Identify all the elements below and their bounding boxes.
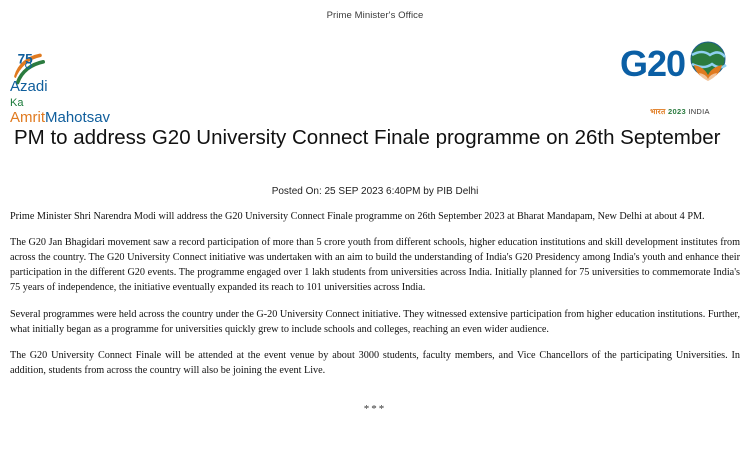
azadi-word: Azadi [10, 78, 48, 95]
page-title: PM to address G20 University Connect Finale programme on 26th September [14, 125, 721, 149]
ministry-label: Prime Minister's Office [326, 10, 424, 21]
azadi-logo-text [10, 79, 128, 125]
header-row [0, 21, 750, 126]
g20-caption-country: INDIA [688, 107, 710, 116]
end-marker: *** [363, 402, 387, 415]
paragraph: Prime Minister Shri Narendra Modi will address the G20 University Connect Finale programme on 26th September 2023 at Bharat Mandapam, New Delhi at about 4 PM. [10, 211, 705, 223]
ka-word: Ka [10, 97, 24, 110]
svg-text:75: 75 [17, 51, 33, 67]
amrit-mahotsav-word: AmritMahotsav [10, 108, 111, 126]
paragraph: The G20 Jan Bhagidari movement saw a record participation of more than 5 crore youth from different schools, higher education institutions and skill development institutes from across the country. The G20 University Connect initiative was undertaken with an aim to build the understanding of India's G20 Presidency among India's youth and enhance their participation in the different G20 events. The programme engaged over 1 lakh students from universities across India. Initially planned for 75 universities to commemorate India's 75 years of independence, the initiative eventually expanded its reach to 101 universities across India. [10, 237, 740, 294]
g20-wordmark: G20 [620, 43, 686, 84]
g20-lotus-earth-icon [620, 37, 736, 97]
azadi-ka-amrit-mahotsav-logo [8, 43, 128, 126]
article-body [0, 203, 750, 415]
g20-india-logo [620, 37, 736, 117]
posted-on-line: Posted On: 25 SEP 2023 6:40PM by PIB Delhi [271, 186, 479, 198]
g20-caption-year: 2023 [668, 107, 686, 116]
g20-caption-hindi: भारत [650, 107, 666, 116]
g20-caption [624, 107, 736, 117]
paragraph: The G20 University Connect Finale will be attended at the event venue by about 3000 students, faculty members, and Vice Chancellors of the participating Universities. In addition, students from across the country will also be joining the event Live. [10, 349, 740, 376]
paragraph: Several programmes were held across the country under the G-20 University Connect initiative. They witnessed extensive participation from higher education institutions. Further, what initially began as a programme for universities quickly grew to include schools and colleges, reaching an even wider audience. [10, 308, 740, 335]
